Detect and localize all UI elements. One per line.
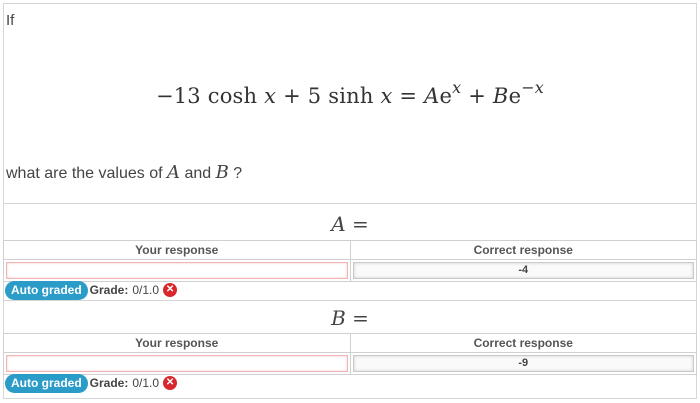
your-response-header: Your response <box>4 334 351 353</box>
close-circle-icon: ✕ <box>163 283 177 297</box>
part-b-table <box>3 333 697 375</box>
grade-label: Grade: <box>89 376 129 390</box>
coef-b: B <box>492 84 509 108</box>
correct-response-header: Correct response <box>350 241 697 260</box>
part-a-correct-response: -4 <box>353 262 695 279</box>
exponent-neg: −x <box>521 78 545 97</box>
exponent-pos: x <box>452 78 462 97</box>
your-response-header: Your response <box>4 241 351 260</box>
coef-cosh: −13 <box>155 84 201 108</box>
part-a-table <box>3 240 697 282</box>
divider <box>3 203 697 204</box>
coef-sinh: 5 <box>307 84 322 108</box>
var-x: x <box>264 84 277 108</box>
part-b-grade-row <box>5 373 177 393</box>
intro-text: If <box>6 12 15 29</box>
part-b-title: B = <box>331 306 369 330</box>
part-b-your-response <box>6 355 348 372</box>
grade-value: 0/1.0 <box>132 376 160 390</box>
question-text: what are the values of A and B ? <box>6 162 243 183</box>
coef-a: A <box>424 84 440 108</box>
part-a-grade-row <box>5 280 177 300</box>
part-b-correct-response: -9 <box>353 355 695 372</box>
equation: −13 cosh x + 5 $\sinh x = Ae^x + Be^{-x}$ <box>155 78 545 108</box>
correct-response-header: Correct response <box>350 334 697 353</box>
part-a-title: A = <box>331 212 369 236</box>
grade-label: Grade: <box>89 283 129 297</box>
part-a-your-response <box>6 262 348 279</box>
auto-graded-badge: Auto graded <box>5 374 88 393</box>
close-circle-icon: ✕ <box>163 376 177 390</box>
divider <box>3 300 697 301</box>
grade-value: 0/1.0 <box>132 283 160 297</box>
auto-graded-badge: Auto graded <box>5 281 88 300</box>
